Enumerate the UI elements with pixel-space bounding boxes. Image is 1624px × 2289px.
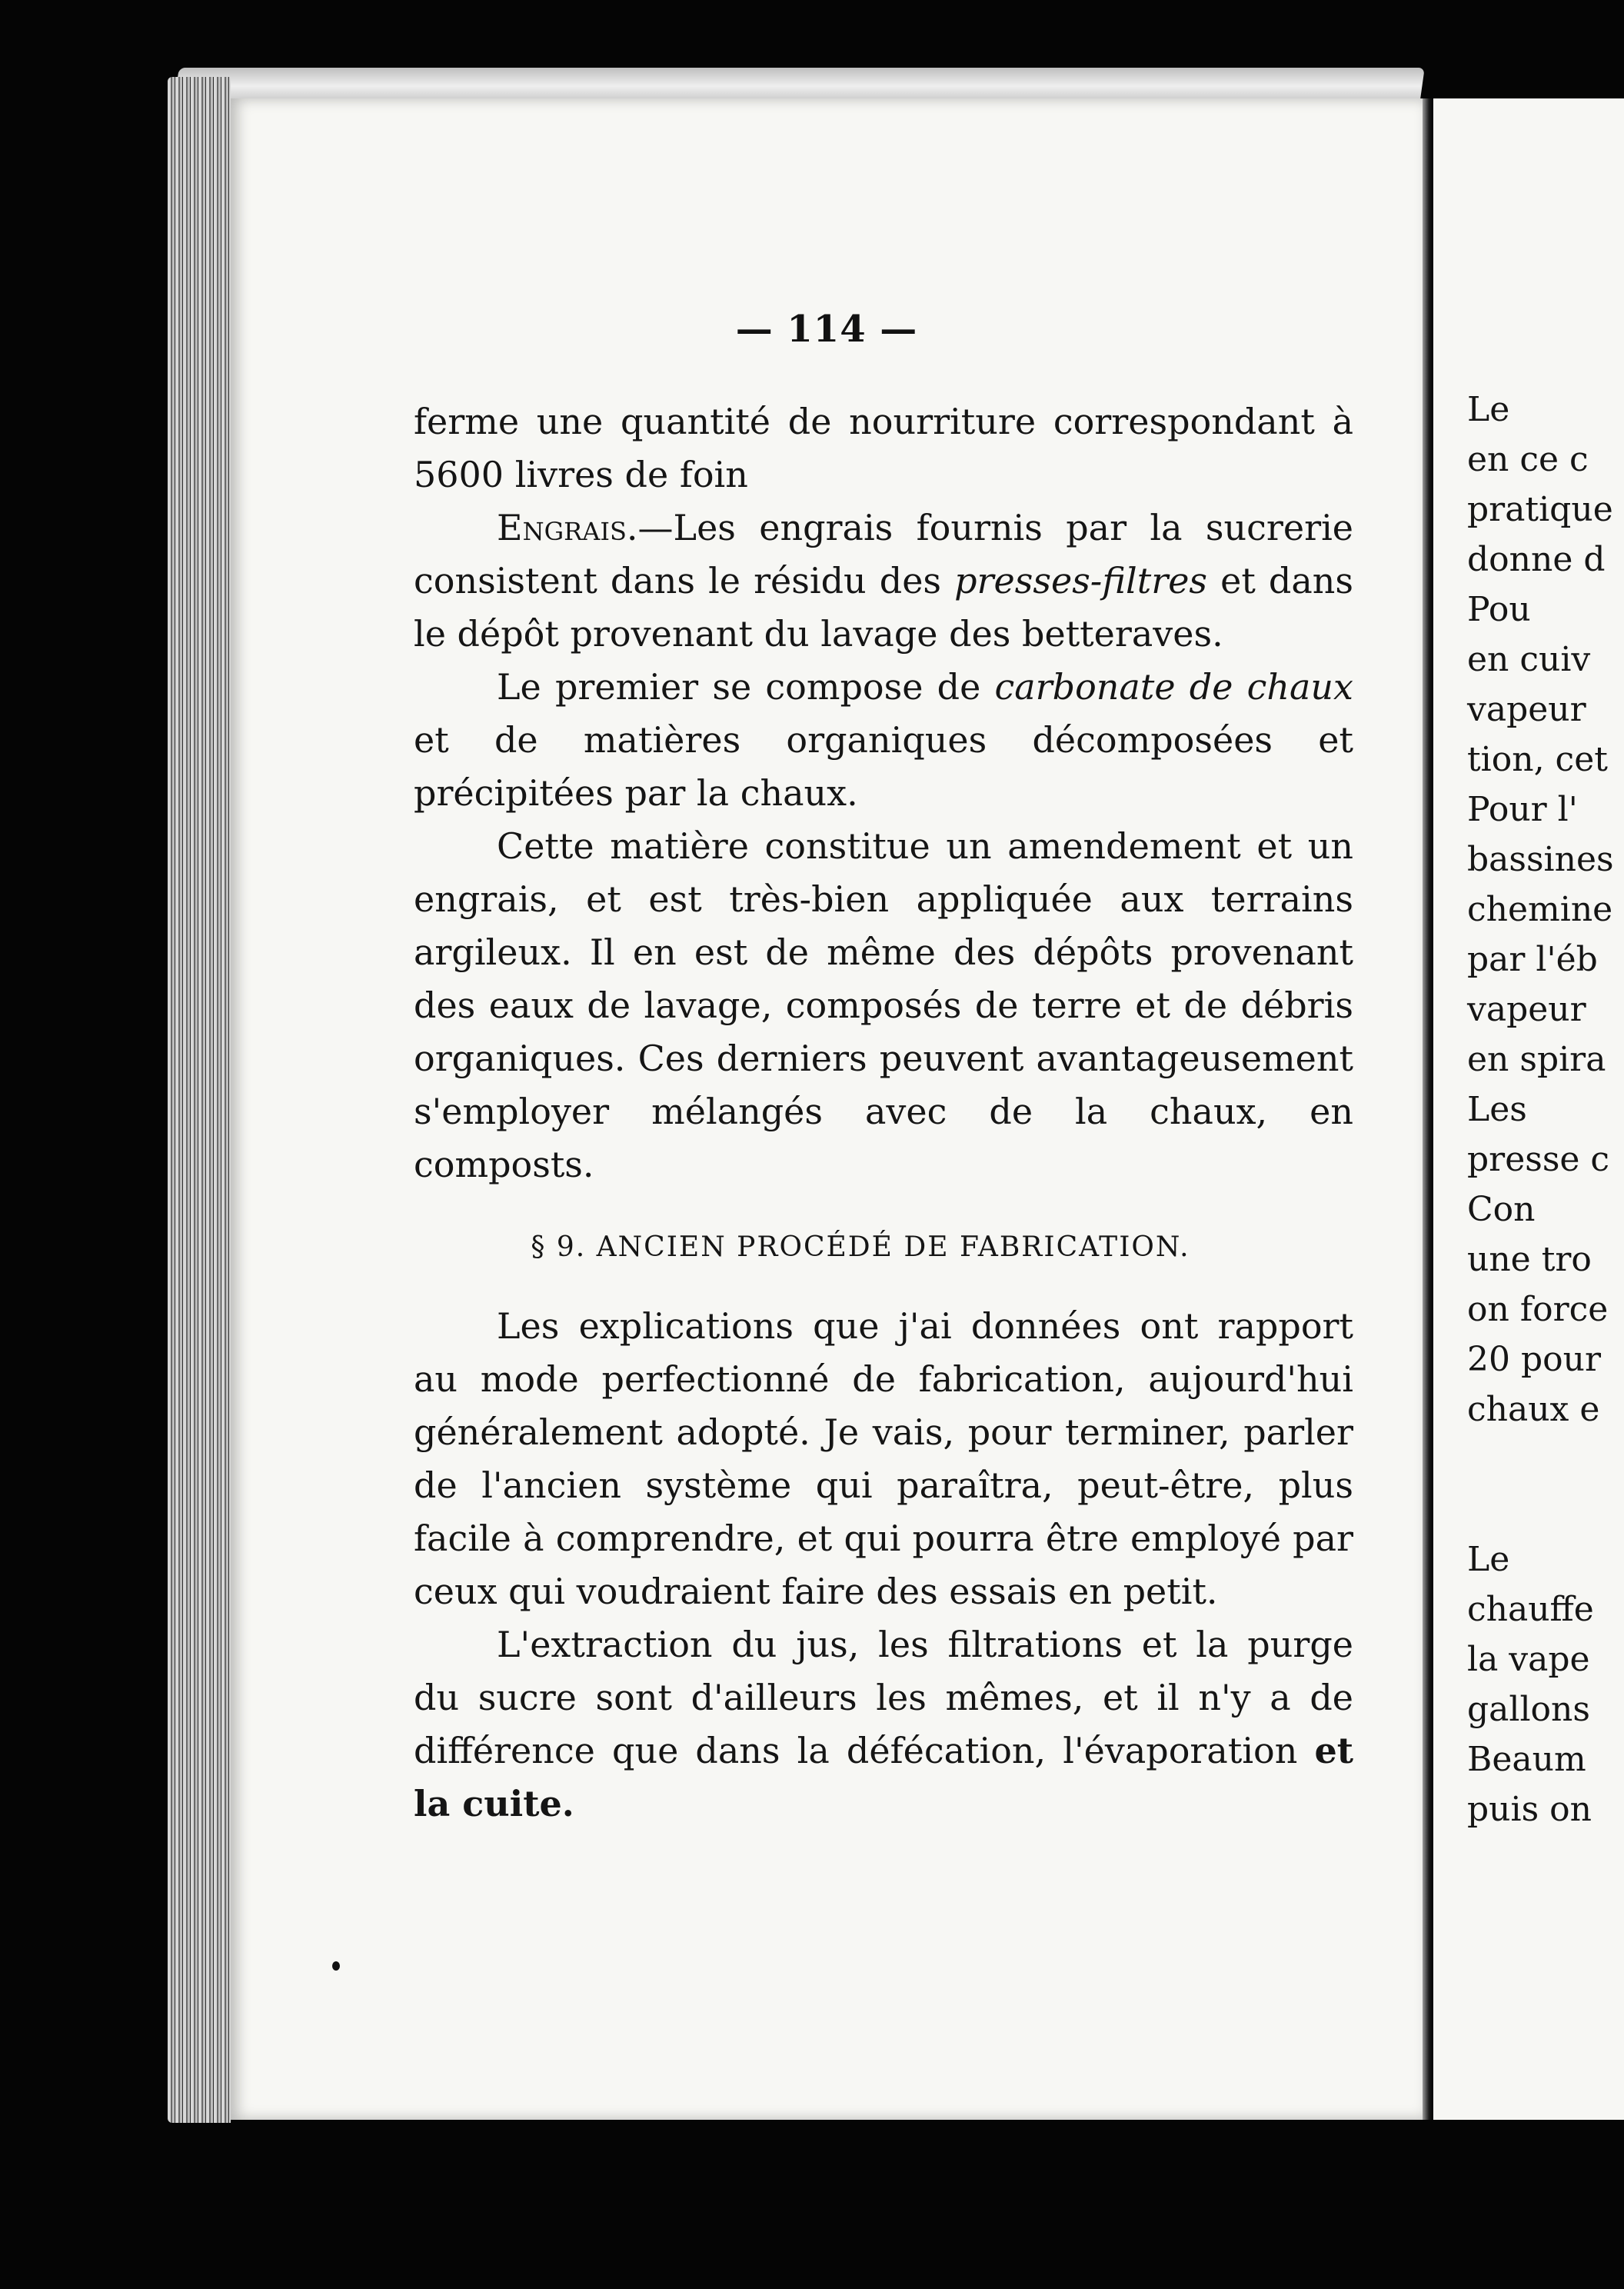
paragraph-engrais: [414, 501, 1353, 661]
page-stack-top-edge: [175, 68, 1425, 98]
engrais-lead: Engrais.: [497, 507, 638, 548]
right-page-line: Le: [1467, 390, 1510, 429]
premier-emphasis: carbonate de chaux: [994, 666, 1353, 708]
premier-text-a: Le premier se compose de: [497, 666, 995, 708]
engrais-dash: —: [637, 507, 674, 548]
engrais-text-a: Les engrais fournis par la sucrerie consistent dans le résidu des: [414, 507, 1353, 601]
right-page-line: gallons: [1467, 1690, 1590, 1729]
paragraph-matiere: Cette matière constitue un amendement et un engrais, et est très-bien appliquée aux terrains argileux. Il en est de même des dépôts provenant des eaux de lavage, composés de terre et de débris organiques. Ces derniers peuvent avantageusement s'employer mélangés avec de la chaux, en composts.: [414, 825, 1353, 1185]
right-page-line: une tro: [1467, 1240, 1592, 1279]
ink-speck: [332, 1961, 340, 1971]
right-page-line: Pour l': [1467, 790, 1578, 829]
right-page-line: [1467, 1434, 1624, 1484]
right-page-line: chauffe: [1467, 1590, 1594, 1629]
right-page-line: on force: [1467, 1290, 1609, 1329]
right-page-line: chaux e: [1467, 1390, 1600, 1429]
right-page-line: en cuiv: [1467, 640, 1591, 679]
right-page-line: Beaum: [1467, 1740, 1586, 1779]
book-gutter: [1423, 98, 1433, 2120]
right-page-line: en spira: [1467, 1040, 1606, 1079]
right-page-line: Les: [1467, 1090, 1527, 1129]
paragraph-explications: Les explications que j'ai données ont rapport au mode perfectionné de fabrication, aujourd'hui généralement adopté. Je vais, pour terminer, parler de l'ancien système qui paraîtra, peut-être, plus facile à comprendre, et qui pourra être employé par ceux qui voudraient faire des essais en petit.: [414, 1305, 1353, 1612]
right-page-line: vapeur: [1467, 690, 1586, 729]
right-page-line: Con: [1467, 1190, 1536, 1229]
right-page-line: par l'éb: [1467, 940, 1598, 979]
right-page-line: 20 pour: [1467, 1340, 1602, 1379]
page-stack-edge: [168, 77, 231, 2123]
engrais-emphasis: presses-filtres: [954, 560, 1208, 601]
engrais-text-b: et dans le dépôt provenant du lavage des betteraves.: [414, 560, 1353, 655]
right-page-line: tion, cet: [1467, 740, 1608, 779]
right-page-line: chemine: [1467, 890, 1613, 929]
right-page-line: la vape: [1467, 1640, 1590, 1679]
right-page-line: vapeur: [1467, 990, 1586, 1029]
right-page-text: [1467, 385, 1624, 1834]
right-page-line: donne d: [1467, 540, 1606, 579]
paragraph-extraction: [414, 1618, 1353, 1831]
page-number: — 114 —: [735, 308, 918, 351]
section-heading: § 9. ANCIEN PROCÉDÉ DE FABRICATION.: [531, 1231, 1190, 1263]
left-page-text: [414, 395, 1353, 1831]
right-page-line: en ce c: [1467, 440, 1589, 479]
extraction-ending: et la cuite.: [414, 1730, 1353, 1824]
right-page-line: presse c: [1467, 1140, 1610, 1179]
premier-text-b: et de matières organiques décomposées et précipitées par la chaux.: [414, 719, 1353, 814]
right-page-line: pratique: [1467, 490, 1613, 529]
paragraph-1: ferme une quantité de nourriture correspondant à 5600 livres de foin: [414, 401, 1353, 495]
right-page-line: [1467, 1484, 1624, 1534]
right-page-line: Pou: [1467, 590, 1531, 629]
extraction-text: L'extraction du jus, les filtrations et la purge du sucre sont d'ailleurs les mêmes, et il n'y a de différence que dans la défécation, l'évaporation: [414, 1624, 1353, 1771]
right-page-line: puis on: [1467, 1790, 1592, 1829]
right-page-line: Le: [1467, 1540, 1510, 1579]
paragraph-premier: [414, 661, 1353, 820]
right-page-line: bassines: [1467, 840, 1614, 879]
